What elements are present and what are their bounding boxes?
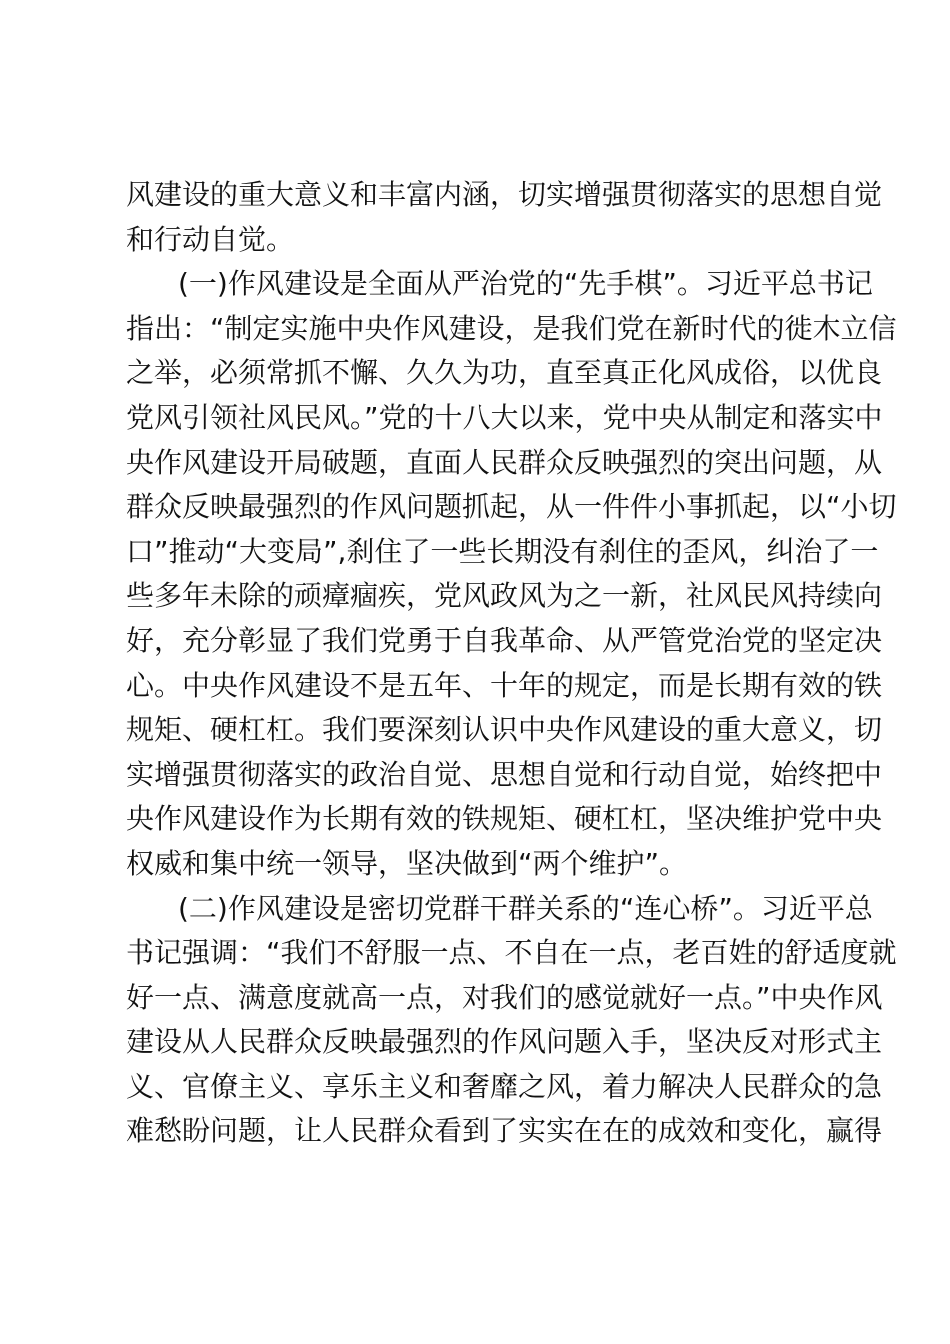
text-line: 义、官僚主义、享乐主义和奢靡之风，着力解决人民群众的急	[126, 1069, 883, 1103]
text-line: 好一点、满意度就高一点，对我们的感觉就好一点。”中央作风	[126, 980, 883, 1014]
text-line: 指出：“制定实施中央作风建设，是我们党在新时代的徙木立信	[126, 311, 897, 345]
text-line: 书记强调：“我们不舒服一点、不自在一点，老百姓的舒适度就	[126, 936, 897, 970]
text-line: 风建设的重大意义和丰富内涵，切实增强贯彻落实的思想自觉	[126, 178, 883, 211]
text-line: 实增强贯彻落实的政治自觉、思想自觉和行动自觉，始终把中	[126, 757, 883, 791]
text-line: 建设从人民群众反映最强烈的作风问题入手，坚决反对形式主	[126, 1025, 883, 1059]
text-line: 难愁盼问题，让人民群众看到了实实在在的成效和变化，赢得	[126, 1114, 883, 1148]
section-heading-line: (二)作风建设是密切党群干群关系的“连心桥”。习近平总	[178, 891, 873, 925]
text-line: 心。中央作风建设不是五年、十年的规定，而是长期有效的铁	[126, 668, 883, 702]
text-line: 央作风建设作为长期有效的铁规矩、硬杠杠，坚决维护党中央	[126, 802, 883, 836]
text-line: 央作风建设开局破题，直面人民群众反映强烈的突出问题，从	[126, 445, 883, 479]
document-body	[126, 173, 897, 1154]
text-line: 规矩、硬杠杠。我们要深刻认识中央作风建设的重大意义，切	[126, 713, 883, 747]
section-heading-line: (一)作风建设是全面从严治党的“先手棋”。习近平总书记	[178, 267, 873, 301]
text-line: 些多年未除的顽瘴痼疾，党风政风为之一新，社风民风持续向	[126, 579, 883, 613]
text-line: 口”推动“大变局”,刹住了一些长期没有刹住的歪风，纠治了一	[126, 534, 879, 568]
text-line: 之举，必须常抓不懈、久久为功，直至真正化风成俗，以优良	[126, 356, 883, 390]
text-line: 权威和集中统一领导，坚决做到“两个维护”。	[126, 846, 688, 880]
text-line: 群众反映最强烈的作风问题抓起，从一件件小事抓起，以“小切	[126, 490, 897, 524]
text-line: 和行动自觉。	[126, 222, 295, 256]
text-line: 党风引领社风民风。”党的十八大以来，党中央从制定和落实中	[126, 400, 883, 434]
text-line: 好，充分彰显了我们党勇于自我革命、从严管党治党的坚定决	[126, 623, 883, 657]
